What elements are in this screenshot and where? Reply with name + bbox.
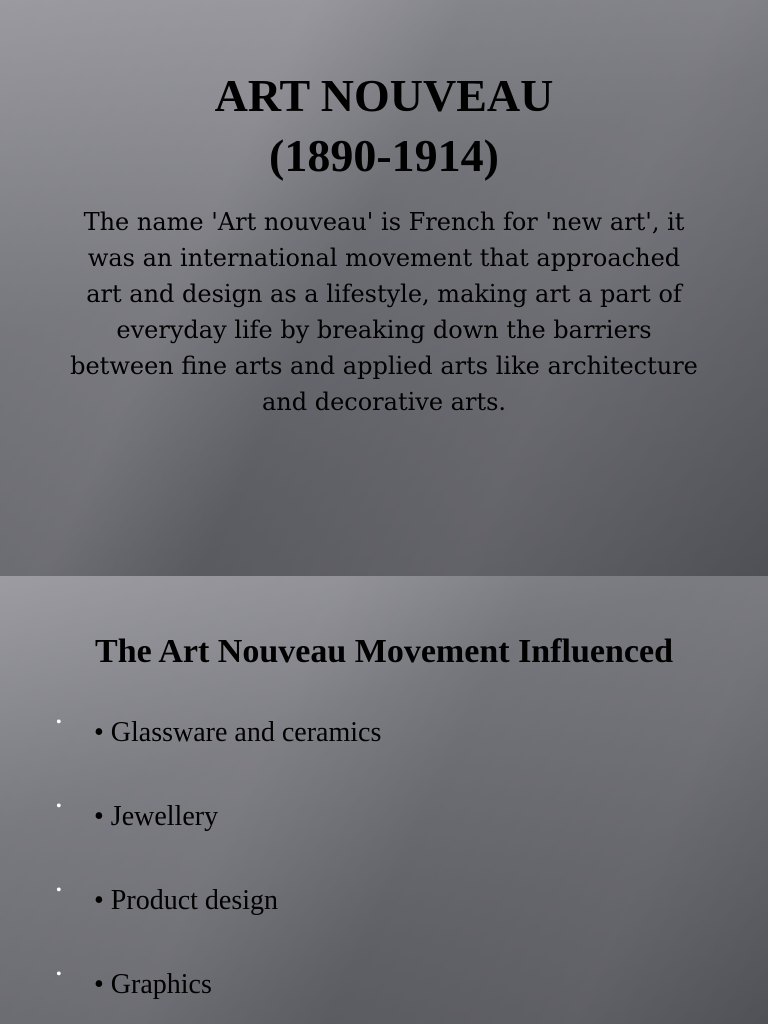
- list-item: [0, 795, 768, 879]
- slide-title-line-1: ART NOUVEAU: [214, 70, 554, 121]
- slide-body-text: The name 'Art nouveau' is French for 'new art', it was an international movement that approached art and design as a lifestyle, making art a part of everyday life by breaking down the barriers between fine arts and applied arts like architecture and decorative arts.: [70, 208, 698, 416]
- slide-heading: The Art Nouveau Movement Influenced: [95, 633, 673, 670]
- slide-title: [0, 66, 768, 186]
- slide-movement-influenced: [0, 576, 768, 1024]
- bullet-icon: •: [56, 966, 62, 983]
- list-item: [0, 879, 768, 963]
- list-item: [0, 711, 768, 795]
- list-item: [0, 963, 768, 1024]
- list-item-text: • Jewellery: [94, 801, 219, 832]
- slide-title-line-2: (1890-1914): [269, 130, 499, 181]
- bullet-icon: •: [56, 882, 62, 899]
- bullet-icon: •: [56, 714, 62, 731]
- list-item-text: • Product design: [94, 885, 279, 916]
- list-item-text: • Glassware and ceramics: [94, 717, 382, 748]
- influence-list: [0, 711, 768, 1024]
- list-item-text: • Graphics: [94, 969, 212, 1000]
- bullet-icon: •: [56, 798, 62, 815]
